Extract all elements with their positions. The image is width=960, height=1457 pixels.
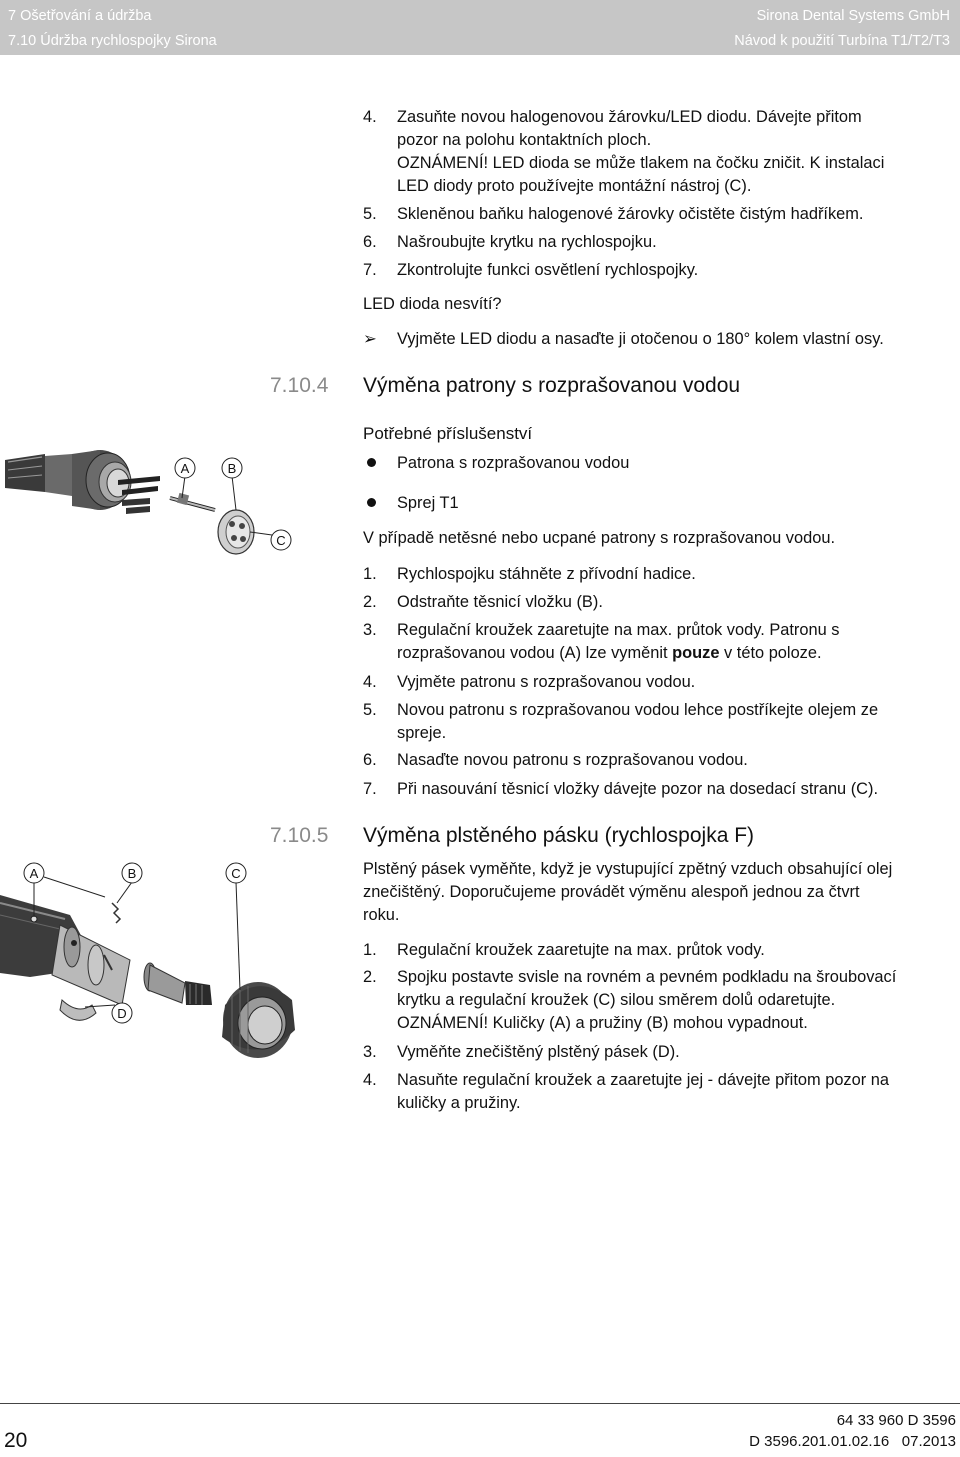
notice-text: Kuličky (A) a pružiny (B) mohou vypadnout. — [488, 1014, 808, 1032]
figure-label-d — [112, 1003, 132, 1023]
step-number: 4. — [363, 108, 377, 126]
step-number: 2. — [363, 593, 377, 611]
screw-cap-drawing — [222, 982, 295, 1058]
notice-line — [397, 152, 957, 175]
step-text: Regulační kroužek zaaretujte na max. průtok vody. — [397, 941, 765, 959]
step-number: 7. — [363, 261, 377, 279]
step-text — [397, 699, 957, 745]
step-text: Vyjměte patronu s rozprašovanou vodou. — [397, 673, 696, 691]
notice-text: LED dioda se může tlakem na čočku zničit. K instalaci — [488, 154, 885, 172]
step-line: pozor na polohu kontaktních ploch. — [397, 131, 652, 149]
step-text — [397, 966, 957, 1035]
felt-strip-drawing — [60, 1000, 96, 1020]
figure-label-c — [226, 863, 246, 883]
step-number: 1. — [363, 941, 377, 959]
doc-number: 64 33 960 D 3596 — [836, 1412, 956, 1429]
accessories-heading: Potřebné příslušenství — [363, 424, 533, 443]
section-number: 7.10.4 — [270, 374, 329, 397]
led-action: Vyjměte LED diodu a nasaďte ji otočenou o 180° kolem vlastní osy. — [397, 330, 884, 348]
page-number: 20 — [4, 1429, 28, 1452]
step-text: Zkontrolujte funkci osvětlení rychlospojky. — [397, 261, 699, 279]
step-line: krytku a regulační kroužek (C) silou směrem dolů odaretujte. — [397, 991, 836, 1009]
header-manual: Návod k použití Turbína T1/T2/T3 — [734, 33, 950, 49]
step-number: 3. — [363, 621, 377, 639]
figure-label-a — [24, 863, 44, 883]
step-number: 5. — [363, 205, 377, 223]
led-question: LED dioda nesvítí? — [363, 295, 502, 313]
intro-line: roku. — [363, 906, 400, 924]
page-header — [0, 0, 960, 55]
step-number: 7. — [363, 780, 377, 798]
bullet — [367, 458, 376, 467]
step-text: Skleněnou baňku halogenové žárovky očistěte čistým hadříkem. — [397, 205, 864, 223]
step-line: Novou patronu s rozprašovanou vodou lehce postříkejte olejem ze — [397, 701, 879, 719]
step-text: Rychlospojku stáhněte z přívodní hadice. — [397, 565, 696, 583]
section-intro — [363, 858, 958, 927]
step-line: Spojku postavte svisle na rovném a pevném podkladu na šroubovací — [397, 968, 897, 986]
step-text: Našroubujte krytku na rychlospojku. — [397, 233, 657, 251]
condition-text: V případě netěsné nebo ucpané patrony s rozprašovanou vodou. — [363, 529, 836, 547]
step-line: Regulační kroužek zaaretujte na max. průtok vody. Patronu s — [397, 621, 840, 639]
notice-line — [397, 1012, 957, 1035]
svg-text:D: D — [117, 1006, 127, 1021]
section-number: 7.10.5 — [270, 824, 329, 847]
notice-label: OZNÁMENÍ! — [397, 1014, 489, 1032]
step-text — [397, 1069, 957, 1115]
quick-coupling-drawing — [0, 895, 212, 1005]
step-line — [397, 642, 957, 665]
step-text — [397, 106, 957, 198]
step-number: 2. — [363, 968, 377, 986]
seal-insert-drawing — [218, 510, 254, 554]
step-line-part: v této poloze. — [719, 644, 822, 662]
svg-text:A: A — [29, 866, 39, 881]
svg-text:C: C — [231, 866, 241, 881]
spray-cartridge-figure — [0, 440, 300, 565]
section-title: Výměna patrony s rozprašovanou vodou — [363, 374, 741, 397]
header-section: 7.10 Údržba rychlospojky Sirona — [8, 33, 217, 49]
doc-code: D 3596.201.01.02.16 07.2013 — [749, 1433, 956, 1450]
section-title: Výměna plstěného pásku (rychlospojka F) — [363, 824, 755, 847]
emphasis: pouze — [672, 644, 720, 662]
footer-rule — [0, 1403, 960, 1404]
step-number: 4. — [363, 1071, 377, 1089]
step-text: Vyměňte znečištěný plstěný pásek (D). — [397, 1043, 680, 1061]
step-line: kuličky a pružiny. — [397, 1094, 521, 1112]
step-number: 6. — [363, 233, 377, 251]
action-arrow: ➢ — [363, 330, 377, 348]
step-line: Zasuňte novou halogenovou žárovku/LED diodu. Dávejte přitom — [397, 108, 862, 126]
step-number: 3. — [363, 1043, 377, 1061]
step-number: 6. — [363, 751, 377, 769]
step-text: Odstraňte těsnicí vložku (B). — [397, 593, 603, 611]
step-text — [397, 619, 957, 665]
notice-label: OZNÁMENÍ! — [397, 154, 489, 172]
figure-label-c — [271, 530, 291, 550]
coupling-body-drawing — [5, 450, 160, 514]
bullet — [367, 498, 376, 507]
step-text: Nasaďte novou patronu s rozprašovanou vodou. — [397, 751, 748, 769]
step-text: Při nasouvání těsnicí vložky dávejte pozor na dosedací stranu (C). — [397, 780, 879, 798]
figure-label-b — [222, 458, 242, 478]
accessory-item: Patrona s rozprašovanou vodou — [397, 454, 630, 472]
step-number: 1. — [363, 565, 377, 583]
svg-text:B: B — [127, 866, 137, 881]
step-number: 5. — [363, 701, 377, 719]
header-chapter: 7 Ošetřování a údržba — [8, 8, 152, 24]
step-line: LED diody proto používejte montážní nástroj (C). — [397, 177, 752, 195]
felt-strip-figure — [0, 855, 300, 1065]
intro-line: znečištěný. Doporučujeme provádět výměnu alespoň jednou za čtvrt — [363, 883, 860, 901]
accessory-item: Sprej T1 — [397, 494, 459, 512]
intro-line: Plstěný pásek vyměňte, když je vystupující zpětný vzduch obsahující olej — [363, 860, 893, 878]
step-line: spreje. — [397, 724, 447, 742]
header-company: Sirona Dental Systems GmbH — [756, 8, 950, 24]
step-line: Nasuňte regulační kroužek a zaaretujte jej - dávejte přitom pozor na — [397, 1071, 889, 1089]
svg-text:C: C — [276, 533, 286, 548]
figure-label-a — [175, 458, 195, 478]
figure-label-b — [122, 863, 142, 883]
svg-text:A: A — [180, 461, 190, 476]
step-line-part: rozprašovanou vodou (A) lze vyměnit — [397, 644, 673, 662]
step-number: 4. — [363, 673, 377, 691]
svg-text:B: B — [227, 461, 237, 476]
